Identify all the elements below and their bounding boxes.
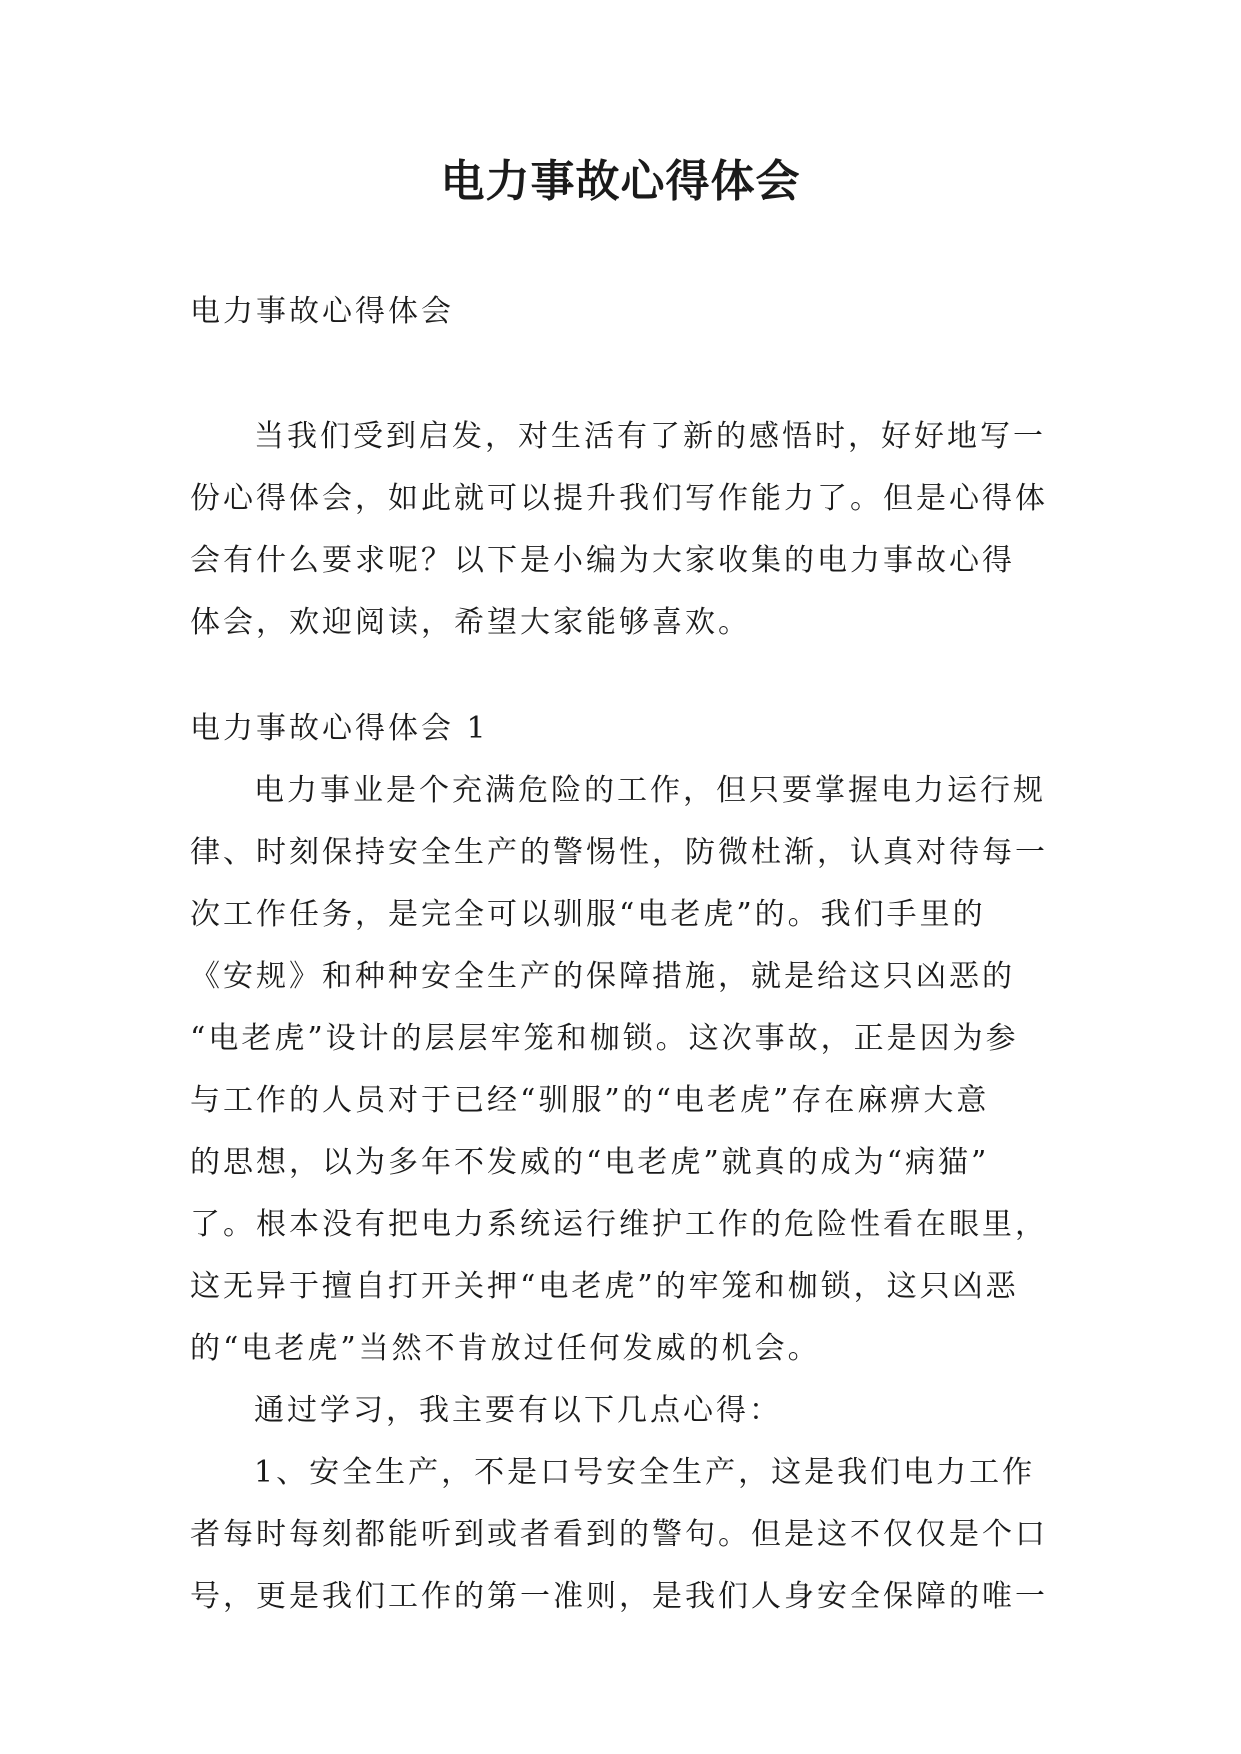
paragraph-line: 者每时每刻都能听到或者看到的警句。但是这不仅仅是个口 [190,1517,1048,1552]
section-1 [190,698,1060,1628]
paragraph-line: 次工作任务，是完全可以驯服“电老虎”的。我们手里的 [190,897,986,932]
section-heading: 电力事故心得体会 1 [190,711,489,746]
intro-line: 当我们受到启发，对生活有了新的感悟时，好好地写一 [254,419,1046,454]
paragraph-line: 了。根本没有把电力系统运行维护工作的危险性看在眼里， [190,1207,1048,1242]
intro-line: 体会，欢迎阅读，希望大家能够喜欢。 [190,605,751,640]
paragraph-line: 的思想，以为多年不发威的“电老虎”就真的成为“病猫” [190,1145,990,1180]
paragraph-line: 这无异于擅自打开关押“电老虎”的牢笼和枷锁，这只凶恶 [190,1269,1019,1304]
document-subtitle: 电力事故心得体会 [190,294,454,329]
body-paragraph-2 [190,1380,1060,1442]
intro-line: 份心得体会，如此就可以提升我们写作能力了。但是心得体 [190,481,1048,516]
paragraph-line: 电力事业是个充满危险的工作，但只要掌握电力运行规 [254,773,1046,808]
paragraph-line: 《安规》和种种安全生产的保障措施，就是给这只凶恶的 [190,959,1015,994]
paragraph-line: 律、时刻保持安全生产的警惕性，防微杜渐，认真对待每一 [190,835,1048,870]
body-paragraph-1 [190,760,1060,1380]
paragraph-line: 与工作的人员对于已经“驯服”的“电老虎”存在麻痹大意 [190,1083,990,1118]
intro-paragraph [190,406,1060,654]
paragraph-line: 号，更是我们工作的第一准则，是我们人身安全保障的唯一 [190,1579,1048,1614]
body-paragraph-3 [190,1442,1060,1628]
paragraph-line: “电老虎”设计的层层牢笼和枷锁。这次事故，正是因为参 [190,1021,1019,1056]
paragraph-line: 通过学习，我主要有以下几点心得： [254,1393,782,1428]
paragraph-line: 1、安全生产，不是口号安全生产，这是我们电力工作 [254,1455,1036,1490]
paragraph-line: 的“电老虎”当然不肯放过任何发威的机会。 [190,1331,821,1366]
document-title: 电力事故心得体会 [440,156,801,207]
intro-line: 会有什么要求呢？以下是小编为大家收集的电力事故心得 [190,543,1015,578]
